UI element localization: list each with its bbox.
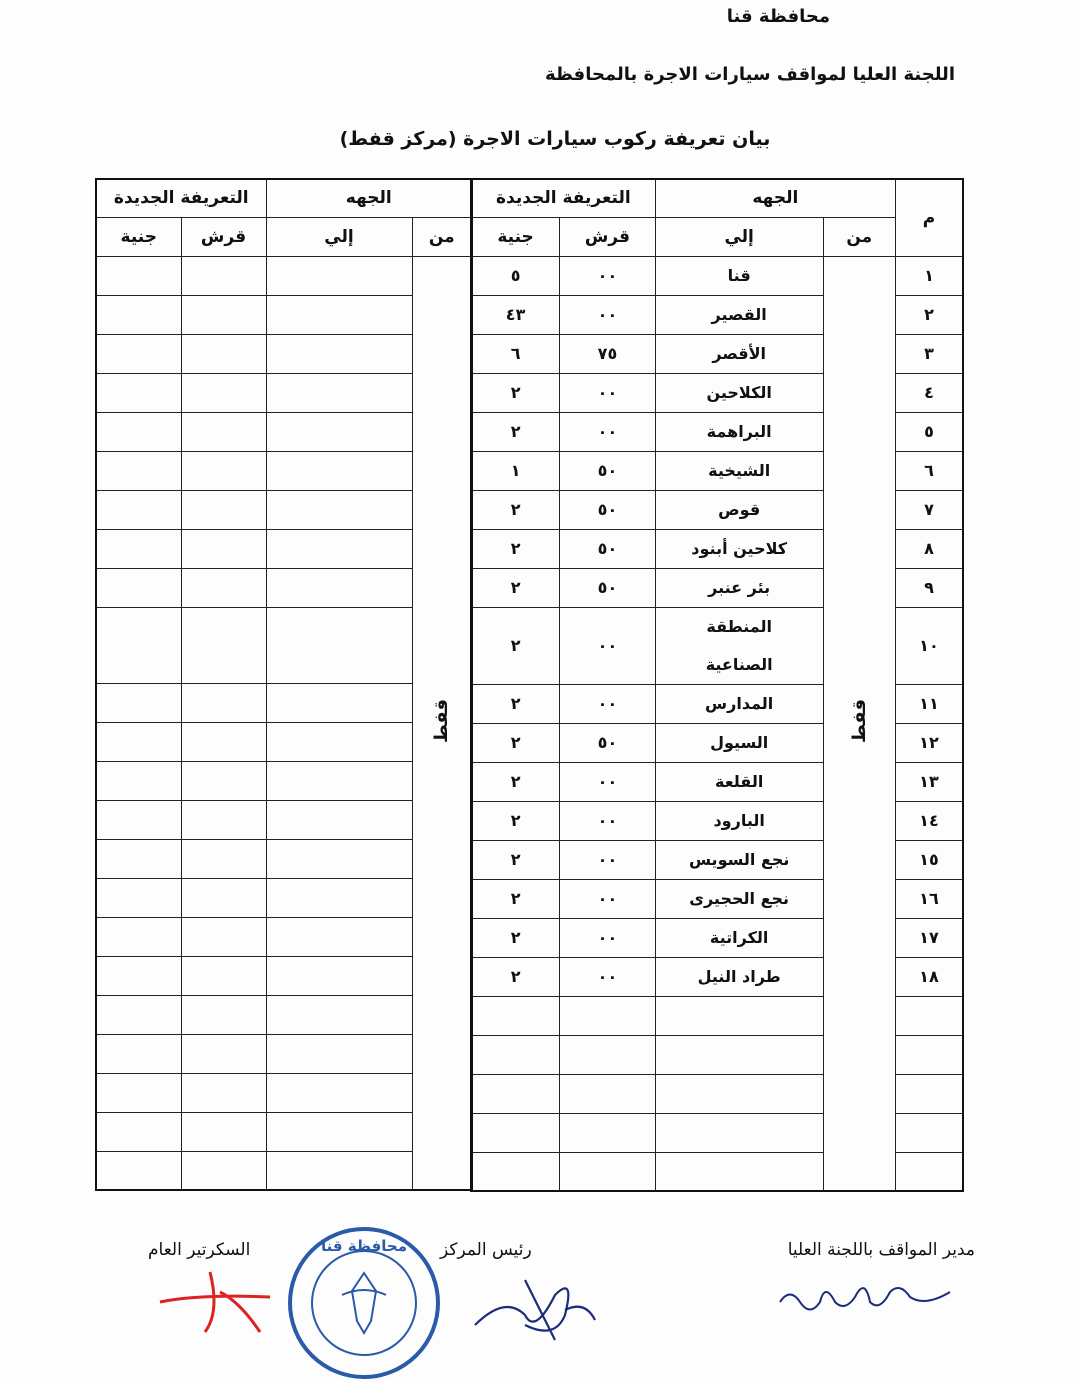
blank-cell bbox=[96, 1151, 181, 1190]
blank-cell bbox=[181, 490, 266, 529]
stamp-text: محافظة قنا bbox=[320, 1237, 408, 1255]
blank-cell bbox=[266, 878, 412, 917]
header-new-tariff: التعريفة الجديدة bbox=[471, 179, 655, 217]
row-number: ١ bbox=[895, 256, 963, 295]
empty-cell bbox=[471, 996, 560, 1035]
empty-cell bbox=[655, 1074, 823, 1113]
empty-cell bbox=[560, 1152, 656, 1191]
blank-from-value: قفط bbox=[431, 698, 453, 743]
blank-header-new-tariff: التعريفة الجديدة bbox=[96, 179, 266, 217]
empty-cell bbox=[655, 996, 823, 1035]
blank-cell bbox=[181, 412, 266, 451]
blank-cell bbox=[96, 995, 181, 1034]
fare-pounds: ٢ bbox=[471, 840, 560, 879]
blank-cell bbox=[96, 878, 181, 917]
destination: الأقصر bbox=[655, 334, 823, 373]
official-stamp bbox=[282, 1225, 447, 1380]
blank-cell bbox=[266, 800, 412, 839]
blank-cell bbox=[181, 256, 266, 295]
empty-cell bbox=[471, 1035, 560, 1074]
fare-piasters: ٠٠ bbox=[560, 801, 656, 840]
blank-cell bbox=[96, 917, 181, 956]
blank-cell bbox=[181, 1151, 266, 1190]
blank-cell bbox=[96, 761, 181, 800]
destination: البارود bbox=[655, 801, 823, 840]
fare-pounds: ٥ bbox=[471, 256, 560, 295]
empty-cell bbox=[560, 996, 656, 1035]
destination: الشيخية bbox=[655, 451, 823, 490]
tariff-table bbox=[470, 178, 964, 1192]
blank-cell bbox=[96, 956, 181, 995]
fare-piasters: ٥٠ bbox=[560, 451, 656, 490]
fare-piasters: ٠٠ bbox=[560, 684, 656, 723]
empty-cell bbox=[471, 1074, 560, 1113]
director-signature-title: مدير المواقف باللجنة العليا bbox=[787, 1240, 975, 1260]
blank-cell bbox=[96, 412, 181, 451]
row-number: ٣ bbox=[895, 334, 963, 373]
empty-cell bbox=[655, 1113, 823, 1152]
head-signature-title: رئيس المركز bbox=[440, 1240, 532, 1260]
blank-cell bbox=[266, 722, 412, 761]
fare-pounds: ٢ bbox=[471, 373, 560, 412]
destination: الكراتية bbox=[655, 918, 823, 957]
row-number: ١٣ bbox=[895, 762, 963, 801]
fare-pounds: ٢ bbox=[471, 918, 560, 957]
fare-piasters: ٠٠ bbox=[560, 762, 656, 801]
empty-cell bbox=[560, 1074, 656, 1113]
fare-piasters: ٥٠ bbox=[560, 490, 656, 529]
page-title: بيان تعريفة ركوب سيارات الاجرة (مركز قفط) bbox=[339, 128, 771, 150]
fare-piasters: ٠٠ bbox=[560, 373, 656, 412]
blank-cell bbox=[266, 995, 412, 1034]
blank-header-to: إلي bbox=[266, 217, 412, 256]
row-number: ٩ bbox=[895, 568, 963, 607]
blank-cell bbox=[181, 568, 266, 607]
fare-pounds: ٢ bbox=[471, 723, 560, 762]
blank-header-direction: الجهه bbox=[266, 179, 472, 217]
blank-cell bbox=[181, 800, 266, 839]
fare-pounds: ٢ bbox=[471, 879, 560, 918]
header-piasters: قرش bbox=[560, 217, 656, 256]
destination: الكلاحين bbox=[655, 373, 823, 412]
row-number: ٤ bbox=[895, 373, 963, 412]
fare-piasters: ٠٠ bbox=[560, 412, 656, 451]
blank-header-pounds: جنية bbox=[96, 217, 181, 256]
destination: طراد النيل bbox=[655, 957, 823, 996]
header-to: إلي bbox=[655, 217, 823, 256]
fare-pounds: ٤٣ bbox=[471, 295, 560, 334]
row-number: ١٧ bbox=[895, 918, 963, 957]
blank-cell bbox=[266, 256, 412, 295]
row-number: ١٠ bbox=[895, 607, 963, 684]
fare-pounds: ٢ bbox=[471, 490, 560, 529]
fare-pounds: ٢ bbox=[471, 684, 560, 723]
fare-pounds: ١ bbox=[471, 451, 560, 490]
empty-cell bbox=[655, 1152, 823, 1191]
fare-piasters: ٠٠ bbox=[560, 607, 656, 684]
destination: المنطقة الصناعية bbox=[655, 607, 823, 684]
empty-cell bbox=[895, 1035, 963, 1074]
row-number: ١٨ bbox=[895, 957, 963, 996]
fare-piasters: ٥٠ bbox=[560, 529, 656, 568]
blank-cell bbox=[266, 839, 412, 878]
empty-cell bbox=[895, 996, 963, 1035]
row-number: ٧ bbox=[895, 490, 963, 529]
blank-cell bbox=[96, 839, 181, 878]
blank-cell bbox=[181, 607, 266, 683]
governorate-heading: محافظة قنا bbox=[726, 6, 830, 27]
row-number: ٥ bbox=[895, 412, 963, 451]
table-row bbox=[471, 256, 963, 295]
blank-cell bbox=[181, 683, 266, 722]
row-number: ١١ bbox=[895, 684, 963, 723]
committee-heading: اللجنة العليا لمواقف سيارات الاجرة بالمحافظة bbox=[544, 64, 955, 85]
blank-cell bbox=[266, 568, 412, 607]
destination: المدارس bbox=[655, 684, 823, 723]
blank-cell bbox=[266, 295, 412, 334]
blank-cell bbox=[181, 295, 266, 334]
blank-cell bbox=[266, 412, 412, 451]
blank-cell bbox=[181, 373, 266, 412]
fare-piasters: ٠٠ bbox=[560, 256, 656, 295]
blank-cell bbox=[181, 451, 266, 490]
header-num: م bbox=[895, 179, 963, 256]
from-cell bbox=[823, 256, 895, 1191]
blank-cell bbox=[266, 761, 412, 800]
fare-piasters: ٠٠ bbox=[560, 295, 656, 334]
destination: قوص bbox=[655, 490, 823, 529]
blank-header-piasters: قرش bbox=[181, 217, 266, 256]
blank-cell bbox=[96, 373, 181, 412]
blank-cell bbox=[266, 607, 412, 683]
from-value: قفط bbox=[848, 699, 870, 744]
row-number: ١٢ bbox=[895, 723, 963, 762]
blank-cell bbox=[266, 490, 412, 529]
blank-cell bbox=[181, 917, 266, 956]
secretary-signature bbox=[150, 1262, 290, 1342]
blank-cell bbox=[266, 917, 412, 956]
blank-row bbox=[96, 256, 472, 295]
fare-piasters: ٠٠ bbox=[560, 957, 656, 996]
destination: كلاحين أبنود bbox=[655, 529, 823, 568]
blank-cell bbox=[181, 761, 266, 800]
fare-pounds: ٢ bbox=[471, 529, 560, 568]
empty-cell bbox=[895, 1074, 963, 1113]
empty-cell bbox=[655, 1035, 823, 1074]
fare-piasters: ٠٠ bbox=[560, 918, 656, 957]
blank-cell bbox=[181, 839, 266, 878]
blank-cell bbox=[266, 683, 412, 722]
blank-cell bbox=[181, 878, 266, 917]
blank-cell bbox=[266, 451, 412, 490]
destination: بئر عنبر bbox=[655, 568, 823, 607]
fare-pounds: ٦ bbox=[471, 334, 560, 373]
fare-piasters: ٥٠ bbox=[560, 723, 656, 762]
blank-cell bbox=[96, 568, 181, 607]
blank-cell bbox=[181, 529, 266, 568]
row-number: ١٥ bbox=[895, 840, 963, 879]
destination: القصير bbox=[655, 295, 823, 334]
head-signature bbox=[455, 1270, 605, 1350]
blank-cell bbox=[96, 800, 181, 839]
blank-cell bbox=[181, 995, 266, 1034]
blank-cell bbox=[96, 295, 181, 334]
blank-cell bbox=[266, 529, 412, 568]
fare-pounds: ٢ bbox=[471, 762, 560, 801]
blank-cell bbox=[266, 1073, 412, 1112]
fare-piasters: ٠٠ bbox=[560, 840, 656, 879]
destination: نجع الحجيرى bbox=[655, 879, 823, 918]
row-number: ٨ bbox=[895, 529, 963, 568]
fare-pounds: ٢ bbox=[471, 607, 560, 684]
blank-cell bbox=[266, 334, 412, 373]
row-number: ١٦ bbox=[895, 879, 963, 918]
blank-cell bbox=[266, 1034, 412, 1073]
header-pounds: جنية bbox=[471, 217, 560, 256]
blank-cell bbox=[96, 334, 181, 373]
director-signature bbox=[770, 1272, 970, 1322]
destination: نجع السويس bbox=[655, 840, 823, 879]
blank-cell bbox=[96, 1073, 181, 1112]
blank-cell bbox=[266, 1112, 412, 1151]
blank-from-cell bbox=[412, 256, 472, 1190]
empty-cell bbox=[895, 1152, 963, 1191]
blank-cell bbox=[96, 1112, 181, 1151]
blank-cell bbox=[181, 722, 266, 761]
blank-cell bbox=[96, 1034, 181, 1073]
destination: البراهمة bbox=[655, 412, 823, 451]
blank-cell bbox=[96, 607, 181, 683]
fare-piasters: ٧٥ bbox=[560, 334, 656, 373]
secretary-signature-title: السكرتير العام bbox=[148, 1240, 251, 1260]
blank-header-from: من bbox=[412, 217, 472, 256]
row-number: ٢ bbox=[895, 295, 963, 334]
header-from: من bbox=[823, 217, 895, 256]
fare-pounds: ٢ bbox=[471, 412, 560, 451]
blank-cell bbox=[181, 1034, 266, 1073]
tariff-table-blank bbox=[95, 178, 473, 1191]
blank-cell bbox=[96, 683, 181, 722]
destination: القلعة bbox=[655, 762, 823, 801]
row-number: ١٤ bbox=[895, 801, 963, 840]
blank-cell bbox=[96, 256, 181, 295]
destination: قنا bbox=[655, 256, 823, 295]
empty-cell bbox=[560, 1035, 656, 1074]
fare-piasters: ٥٠ bbox=[560, 568, 656, 607]
destination: السيول bbox=[655, 723, 823, 762]
blank-cell bbox=[96, 722, 181, 761]
blank-cell bbox=[181, 1112, 266, 1151]
blank-cell bbox=[96, 490, 181, 529]
blank-cell bbox=[181, 334, 266, 373]
empty-cell bbox=[471, 1113, 560, 1152]
blank-cell bbox=[181, 956, 266, 995]
fare-pounds: ٢ bbox=[471, 568, 560, 607]
empty-cell bbox=[471, 1152, 560, 1191]
fare-pounds: ٢ bbox=[471, 957, 560, 996]
blank-cell bbox=[266, 956, 412, 995]
fare-pounds: ٢ bbox=[471, 801, 560, 840]
blank-cell bbox=[266, 1151, 412, 1190]
blank-cell bbox=[96, 451, 181, 490]
blank-cell bbox=[181, 1073, 266, 1112]
blank-cell bbox=[266, 373, 412, 412]
header-direction: الجهه bbox=[655, 179, 895, 217]
row-number: ٦ bbox=[895, 451, 963, 490]
blank-cell bbox=[96, 529, 181, 568]
fare-piasters: ٠٠ bbox=[560, 879, 656, 918]
empty-cell bbox=[560, 1113, 656, 1152]
empty-cell bbox=[895, 1113, 963, 1152]
